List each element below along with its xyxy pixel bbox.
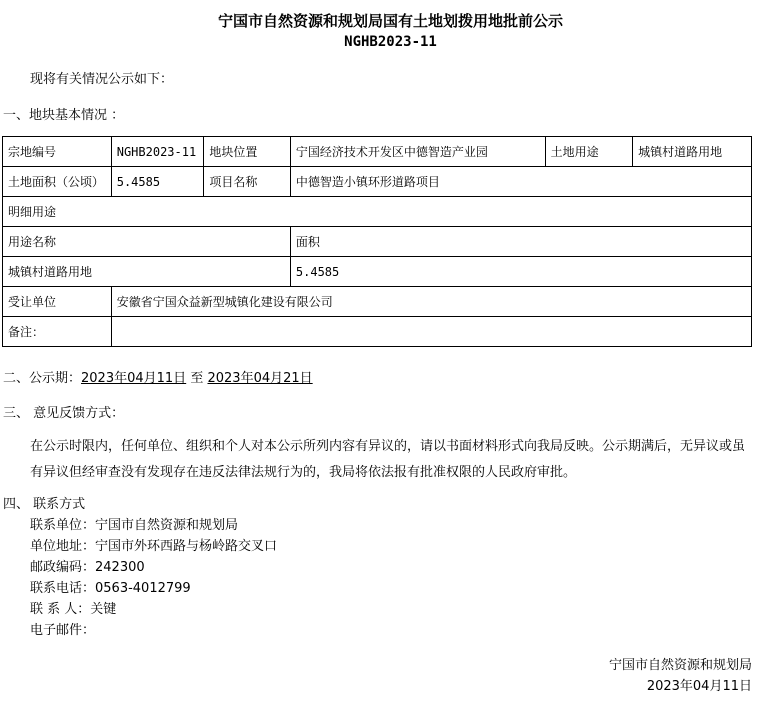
period-start: 2023年04月11日 <box>81 371 187 386</box>
table-row <box>3 287 752 317</box>
contact-email: 电子邮件： <box>30 623 96 638</box>
table-cell: 城镇村道路用地 <box>633 137 752 167</box>
footer-date: 2023年04月11日 <box>646 679 752 694</box>
intro-text: 现将有关情况公示如下： <box>30 72 174 87</box>
period-label: 二、公示期： <box>3 371 82 386</box>
table-row <box>3 197 752 227</box>
table-cell: 明细用途 <box>3 197 752 227</box>
land-info-table <box>2 136 752 347</box>
table-row <box>3 227 752 257</box>
table-row <box>3 167 752 197</box>
table-cell: 土地面积（公顷） <box>3 167 112 197</box>
publicity-period <box>3 367 313 386</box>
contact-postcode: 邮政编码：242300 <box>30 560 145 575</box>
table-cell: 面积 <box>290 227 751 257</box>
table-cell <box>111 317 751 347</box>
table-cell: 用途名称 <box>3 227 291 257</box>
contact-address: 单位地址：宁国市外环西路与杨岭路交叉口 <box>30 539 278 554</box>
table-row <box>3 317 752 347</box>
table-cell: 受让单位 <box>3 287 112 317</box>
period-to: 至 <box>190 371 204 386</box>
section3-title: 三、 意见反馈方式： <box>3 406 125 421</box>
section1-title: 一、地块基本情况 ： <box>3 108 125 123</box>
period-end: 2023年04月21日 <box>207 371 313 386</box>
table-row <box>3 137 752 167</box>
contact-person: 联 系 人：关键 <box>30 602 117 617</box>
table-cell: 土地用途 <box>545 137 633 167</box>
table-row <box>3 257 752 287</box>
contact-phone: 联系电话：0563-4012799 <box>30 581 191 596</box>
table-cell: 宁国经济技术开发区中德智造产业园 <box>290 137 545 167</box>
section4-title: 四、 联系方式 <box>3 497 86 512</box>
table-cell: 安徽省宁国众益新型城镇化建设有限公司 <box>111 287 751 317</box>
table-cell: 宗地编号 <box>3 137 112 167</box>
table-cell: 项目名称 <box>204 167 291 197</box>
table-cell: NGHB2023-11 <box>111 137 204 167</box>
table-cell: 5.4585 <box>290 257 751 287</box>
table-cell: 5.4585 <box>111 167 204 197</box>
footer-org: 宁国市自然资源和规划局 <box>608 658 752 673</box>
table-cell: 备注： <box>3 317 112 347</box>
contact-unit: 联系单位：宁国市自然资源和规划局 <box>30 518 239 533</box>
document-code: NGHB2023-11 <box>344 34 437 50</box>
table-cell: 中德智造小镇环形道路项目 <box>290 167 751 197</box>
table-cell: 地块位置 <box>204 137 291 167</box>
page-title: 宁国市自然资源和规划局国有土地划拨用地批前公示 <box>217 12 563 30</box>
table-cell: 城镇村道路用地 <box>3 257 291 287</box>
feedback-paragraph: 在公示时限内，任何单位、组织和个人对本公示所列内容有异议的，请以书面材料形式向我局反映。公示期满后，无异议或虽有异议但经审查没有发现存在违反法律法规行为的，我局将依法报有批准权限的人民政府审批。 <box>30 439 746 480</box>
